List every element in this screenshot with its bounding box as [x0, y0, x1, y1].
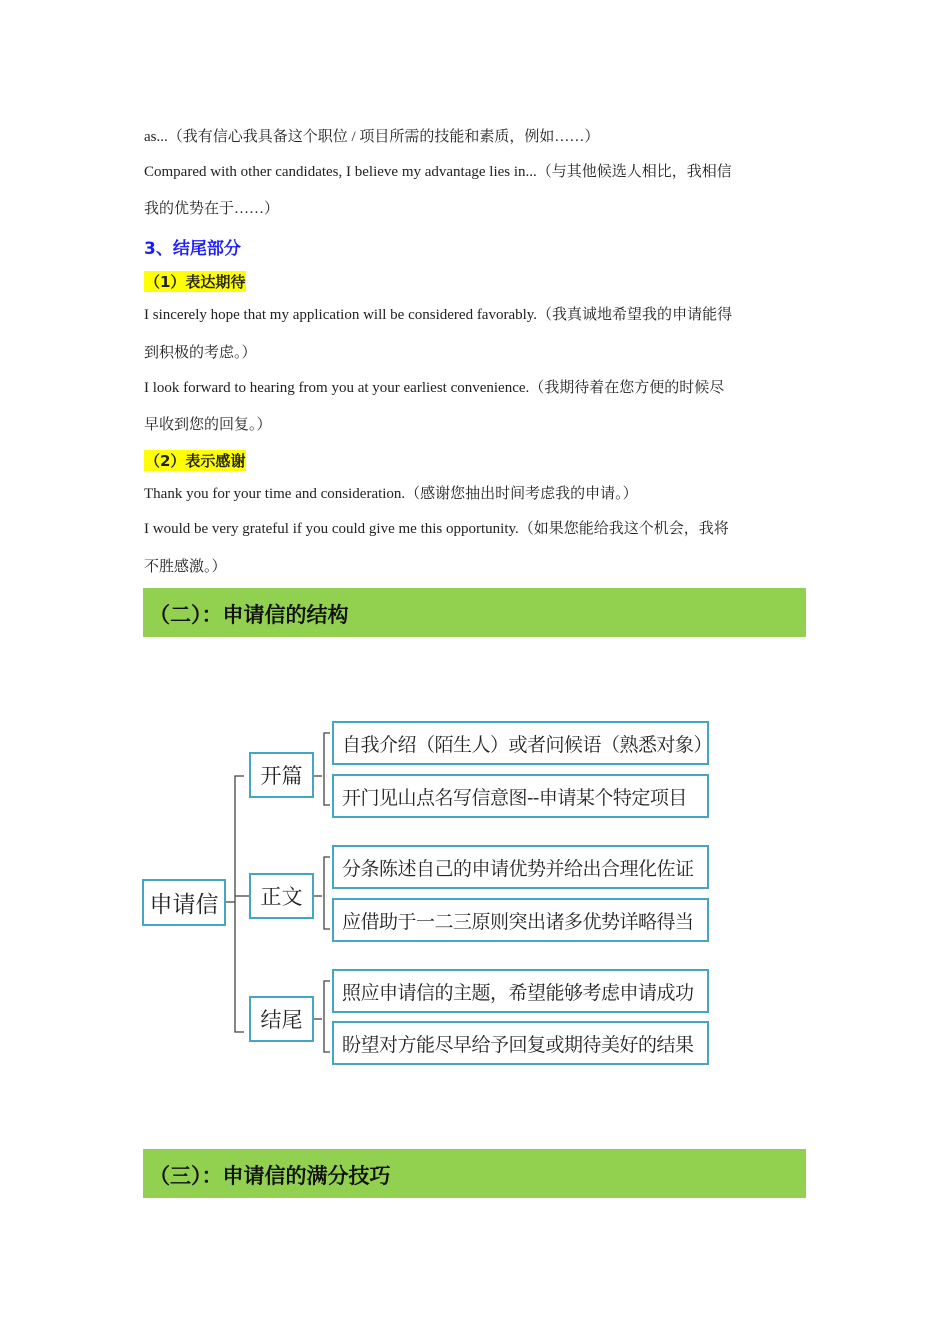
leaf-node: 应借助于一二三原则突出诸多优势详略得当 [332, 898, 709, 942]
paragraph-line: 早收到您的回复。） [144, 417, 272, 433]
leaf-node: 照应申请信的主题，希望能够考虑申请成功 [332, 969, 709, 1013]
section-banner [143, 1149, 806, 1198]
banner-title: （三）：申请信的满分技巧 [149, 1164, 391, 1188]
root-node: 申请信 [142, 879, 226, 926]
leaf-node: 分条陈述自己的申请优势并给出合理化佐证 [332, 845, 709, 889]
paragraph-line: 到积极的考虑。） [144, 345, 257, 361]
banner-title: （二）：申请信的结构 [149, 603, 349, 627]
paragraph-line: 我的优势在于……） [144, 201, 280, 217]
leaf-node: 开门见山点名写信意图--申请某个特定项目 [332, 774, 709, 818]
group-node-closing: 结尾 [249, 996, 314, 1042]
paragraph-line: 不胜感激。） [144, 559, 227, 575]
paragraph-line: Thank you for your time and consideration.（感谢您抽出时间考虑我的申请。） [144, 486, 638, 502]
highlight-subheading: （2）表示感谢 [145, 452, 246, 470]
highlight-subheading: （1）表达期待 [145, 273, 246, 291]
paragraph-line: Compared with other candidates, I believe my advantage lies in...（与其他候选人相比，我相信 [144, 164, 732, 180]
leaf-node: 盼望对方能尽早给予回复或期待美好的结果 [332, 1021, 709, 1065]
paragraph-line: I sincerely hope that my application will be considered favorably.（我真诚地希望我的申请能得 [144, 307, 733, 323]
group-node-opening: 开篇 [249, 752, 314, 798]
paragraph-line: I look forward to hearing from you at your earliest convenience.（我期待着在您方便的时候尽 [144, 380, 725, 396]
paragraph-line: as...（我有信心我具备这个职位 / 项目所需的技能和素质，例如……） [144, 129, 600, 145]
leaf-node: 自我介绍（陌生人）或者问候语（熟悉对象） [332, 721, 709, 765]
group-node-body: 正文 [249, 873, 314, 919]
paragraph-line: I would be very grateful if you could give me this opportunity.（如果您能给我这个机会，我将 [144, 521, 729, 537]
section-heading: 3、结尾部分 [144, 239, 241, 259]
